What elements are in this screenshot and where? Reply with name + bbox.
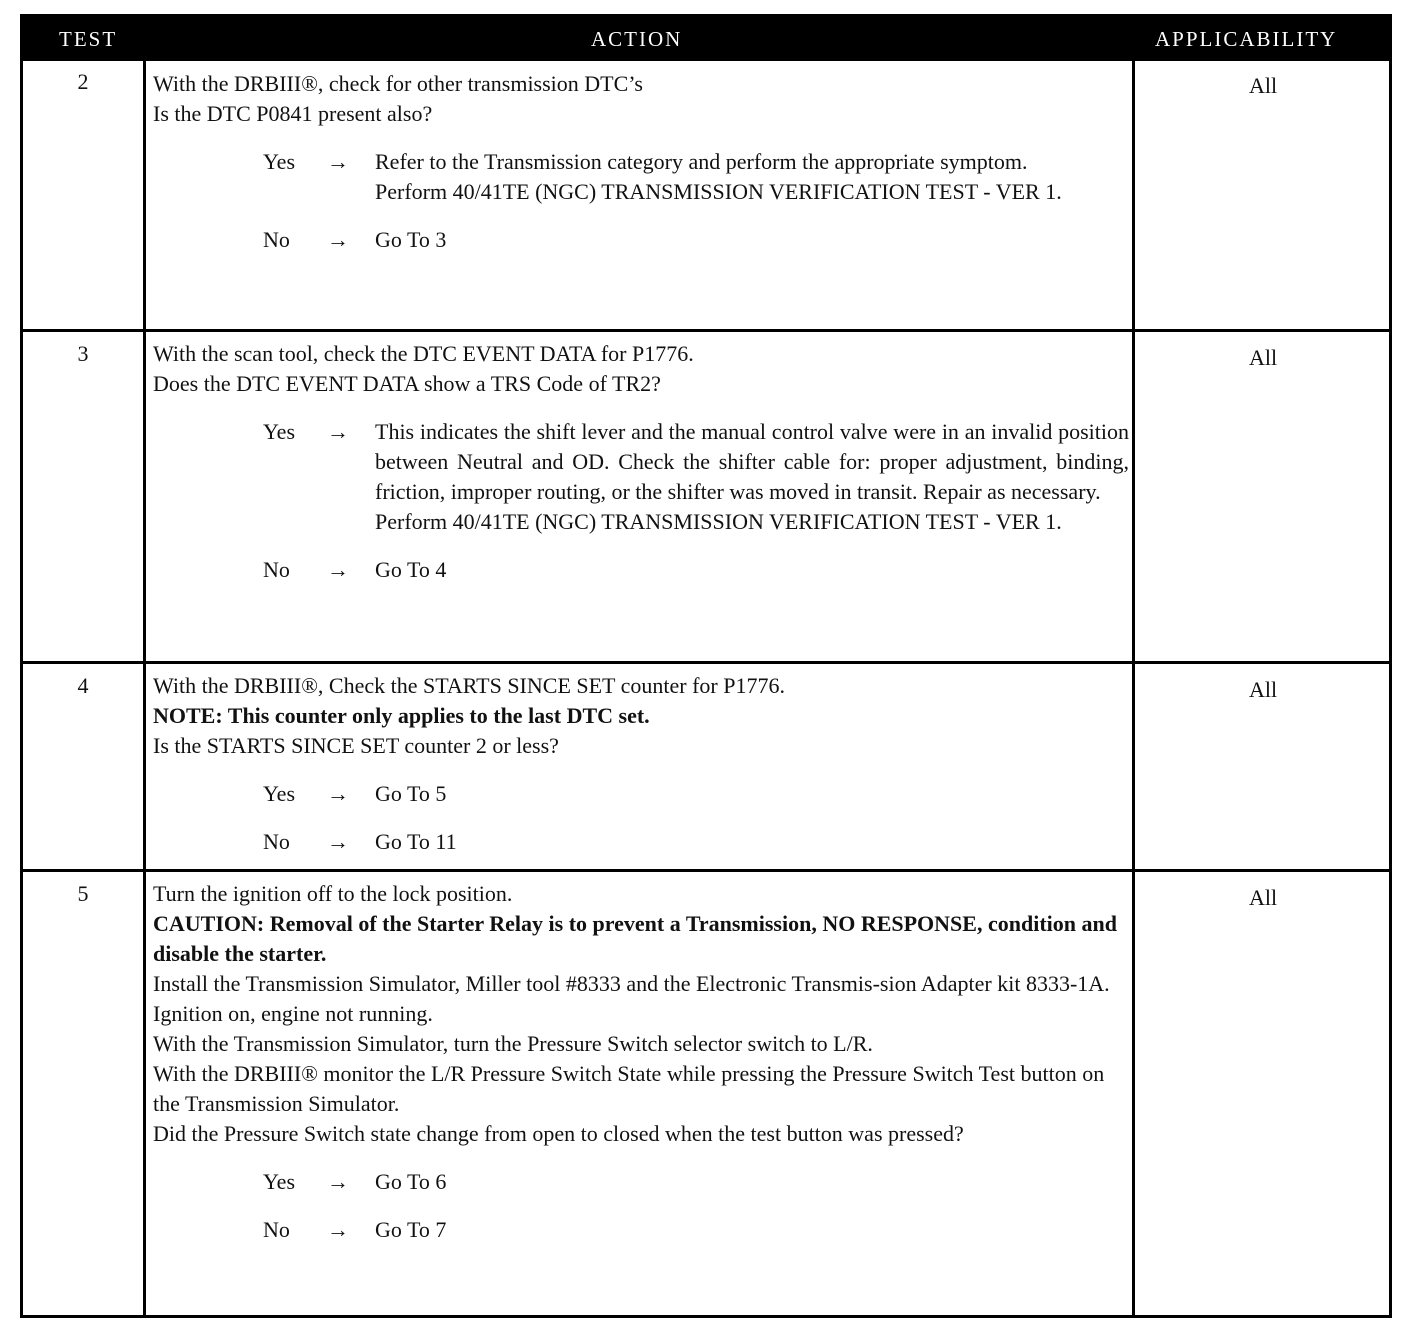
yes-branch — [153, 1167, 1129, 1197]
test-action — [153, 671, 1129, 857]
no-result: Go To 11 — [375, 829, 457, 854]
no-label: No — [263, 227, 290, 252]
arrow-icon: → — [327, 149, 349, 174]
test-action — [153, 879, 1129, 1245]
action-line: Does the DTC EVENT DATA show a TRS Code of TR2? — [153, 371, 661, 396]
test-action — [153, 339, 1129, 585]
yes-result: Perform 40/41TE (NGC) TRANSMISSION VERIFICATION TEST - VER 1. — [375, 179, 1062, 204]
applicability-value: All — [1248, 73, 1278, 98]
action-line: Did the Pressure Switch state change from open to closed when the test button was pressed? — [153, 1121, 964, 1146]
table-header — [23, 17, 1389, 61]
yes-result: This indicates the shift lever and the manual control valve were in an invalid position between Neutral and OD. Check the shifter cable for: proper adjustment, binding, friction, improper routing, or the shifter was moved in transit. Repair as necessary. — [375, 419, 1129, 504]
action-line: Install the Transmission Simulator, Miller tool #8333 and the Electronic Transmis-sion Adapter kit 8333-1A. — [153, 971, 1110, 996]
action-line: With the DRBIII®, check for other transmission DTC’s — [153, 71, 643, 96]
row-divider — [23, 329, 1389, 332]
action-line: Is the STARTS SINCE SET counter 2 or less? — [153, 733, 559, 758]
row-divider — [23, 869, 1389, 872]
applicability-value: All — [1248, 885, 1278, 910]
action-line: Is the DTC P0841 present also? — [153, 101, 433, 126]
applicability-value: All — [1248, 677, 1278, 702]
test-number: 3 — [77, 341, 89, 366]
no-result: Go To 4 — [375, 557, 447, 582]
no-label: No — [263, 557, 290, 582]
test-number: 2 — [77, 69, 89, 94]
no-result: Go To 3 — [375, 227, 447, 252]
yes-result: Go To 5 — [375, 781, 447, 806]
arrow-icon: → — [327, 557, 349, 582]
action-line: With the Transmission Simulator, turn the Pressure Switch selector switch to L/R. — [153, 1031, 873, 1056]
yes-branch — [153, 417, 1129, 537]
action-line: With the scan tool, check the DTC EVENT DATA for P1776. — [153, 341, 694, 366]
no-branch — [153, 1215, 1129, 1245]
diagnostic-table — [20, 14, 1392, 1318]
no-result: Go To 7 — [375, 1217, 447, 1242]
yes-label: Yes — [263, 1169, 296, 1194]
arrow-icon: → — [327, 1169, 349, 1194]
yes-branch — [153, 779, 1129, 809]
test-action — [153, 69, 1129, 255]
action-line: Ignition on, engine not running. — [153, 1001, 433, 1026]
no-label: No — [263, 1217, 290, 1242]
caution-text: CAUTION: Removal of the Starter Relay is to prevent a Transmission, NO RESPONSE, condition and disable the starter. — [153, 911, 1117, 966]
yes-branch — [153, 147, 1129, 207]
applicability-value: All — [1248, 345, 1278, 370]
action-line: Turn the ignition off to the lock position. — [153, 881, 513, 906]
yes-label: Yes — [263, 149, 296, 174]
arrow-icon: → — [327, 829, 349, 854]
yes-label: Yes — [263, 419, 296, 444]
arrow-icon: → — [327, 227, 349, 252]
test-number: 5 — [77, 881, 89, 906]
yes-result: Go To 6 — [375, 1169, 447, 1194]
column-divider-test — [143, 61, 146, 1315]
yes-result: Refer to the Transmission category and perform the appropriate symptom. — [375, 149, 1028, 174]
note-text: NOTE: This counter only applies to the last DTC set. — [153, 703, 650, 728]
no-branch — [153, 555, 1129, 585]
action-line: With the DRBIII® monitor the L/R Pressure Switch State while pressing the Pressure Switch Test button on the Transmission Simulator. — [153, 1061, 1105, 1116]
header-applicability: APPLICABILITY — [1155, 27, 1338, 51]
yes-label: Yes — [263, 781, 296, 806]
no-branch — [153, 827, 1129, 857]
action-line: With the DRBIII®, Check the STARTS SINCE SET counter for P1776. — [153, 673, 785, 698]
header-test: TEST — [59, 27, 118, 51]
row-divider — [23, 661, 1389, 664]
arrow-icon: → — [327, 781, 349, 806]
test-number: 4 — [77, 673, 89, 698]
arrow-icon: → — [327, 419, 349, 444]
header-action: ACTION — [591, 27, 683, 51]
arrow-icon: → — [327, 1217, 349, 1242]
no-label: No — [263, 829, 290, 854]
yes-result: Perform 40/41TE (NGC) TRANSMISSION VERIFICATION TEST - VER 1. — [375, 509, 1062, 534]
no-branch — [153, 225, 1129, 255]
